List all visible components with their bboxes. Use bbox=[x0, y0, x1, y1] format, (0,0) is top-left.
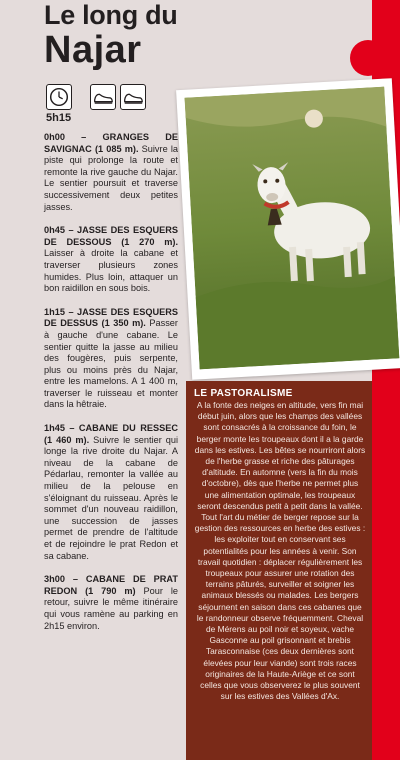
step-text: Suivre la piste qui prolonge la route et remonte la rive gauche du Najar. Le sentier poursuit et traverse successivement deux petites jasses. bbox=[44, 143, 178, 212]
itinerary-step bbox=[44, 307, 178, 411]
step-text: Laisser à droite la cabane et traverser plusieurs zones humides. Plus loin, attaquer un bon raidillon en sous bois. bbox=[44, 248, 178, 294]
itinerary-step bbox=[44, 225, 178, 295]
step-heading: 1h15 – JASSE DES ESQUERS DE DESSUS (1 350 m). bbox=[44, 306, 178, 329]
step-heading: 3h00 – CABANE DE PRAT REDON (1 790 m) bbox=[44, 574, 178, 596]
step-text: Passer à gauche d'une cabane. Le sentier quitte la jasse au milieu des fougères, puis serpente, plus ou moins près du Najar, entre les mamelons. A 1 400 m, traverser le ruisseau et monter dans la hêtraie. bbox=[44, 318, 178, 410]
pastoralism-box bbox=[186, 381, 372, 760]
shoe-icon bbox=[120, 84, 146, 110]
step-text: Suivre le sentier qui longe la rive droite du Najar. A niveau de la cabane de Pédarlau, remonter la vallée au milieu de la pelouse en s'éloignant du ruisseau. Après le sommet d'un nouveau raidillon, une succession de jasses permet de prendre de l'altitude et de rejoindre le prat Redon et sa cabane. bbox=[44, 434, 178, 561]
itinerary-step bbox=[44, 574, 178, 632]
clock-icon bbox=[46, 84, 72, 110]
title-line-1: Le long du bbox=[44, 0, 178, 30]
itinerary-step bbox=[44, 132, 178, 213]
step-heading: 1h45 – CABANE DU RESSEC (1 460 m). bbox=[44, 423, 178, 445]
box-text: A la fonte des neiges en altitude, vers fin mai début juin, alors que les champs des vallées sont consacrés à la croissance du foin, le berger monte les troupeaux dont il a la garde dans les estives. Les bêtes se nourriront alors de l'herbe grasse et riche des pâturages d'altitude. En automne (vers la fin du mois d'octobre), dès que l'herbe ne permet plus une alimentation optimale, les troupeaux seront descendus petit à petit dans la vallée. Tout l'art du métier de berger repose sur la gestion des ressources en herbe des estives : les exploiter tout en conservant ses potentialités pour les années à venir. Son travail quotidien : déplacer régulièrement les troupeaux pour assurer une rotation des terrains pâturés, surveiller et soigner les animaux blessés ou malades. Les bergers séjournent en saison dans ces cabanes que le randonneur observe fréquemment. Cheval de Mérens au poil noir et soyeux, vache Gasconne au poil grisonnant et brebis Tarasconnaise (ces deux dernières sont élevées pour leur viande) sont trois races originaires de la Haute-Ariège et ce sont celles que vous observerez le plus souvent sur les estives des Vallées d'Ax. bbox=[194, 400, 366, 702]
page-title bbox=[44, 2, 214, 69]
step-heading: 0h45 – JASSE DES ESQUERS DE DESSOUS (1 270 m). bbox=[44, 225, 178, 247]
red-dot-decoration bbox=[350, 40, 386, 76]
box-title: LE PASTORALISME bbox=[194, 388, 293, 399]
itinerary-steps bbox=[44, 132, 178, 644]
title-line-2: Najar bbox=[44, 29, 142, 71]
step-text: Pour le retour, suivre le même itinéraire qui vous ramène au parking en 2h15 environ. bbox=[44, 585, 178, 631]
itinerary-step bbox=[44, 423, 178, 562]
hike-duration: 5h15 bbox=[46, 112, 72, 124]
step-heading: 0h00 – GRANGES DE SAVIGNAC (1 085 m). bbox=[44, 132, 178, 154]
shoe-icon bbox=[90, 84, 116, 110]
difficulty-icons bbox=[46, 84, 156, 110]
goat-photo bbox=[176, 78, 400, 380]
